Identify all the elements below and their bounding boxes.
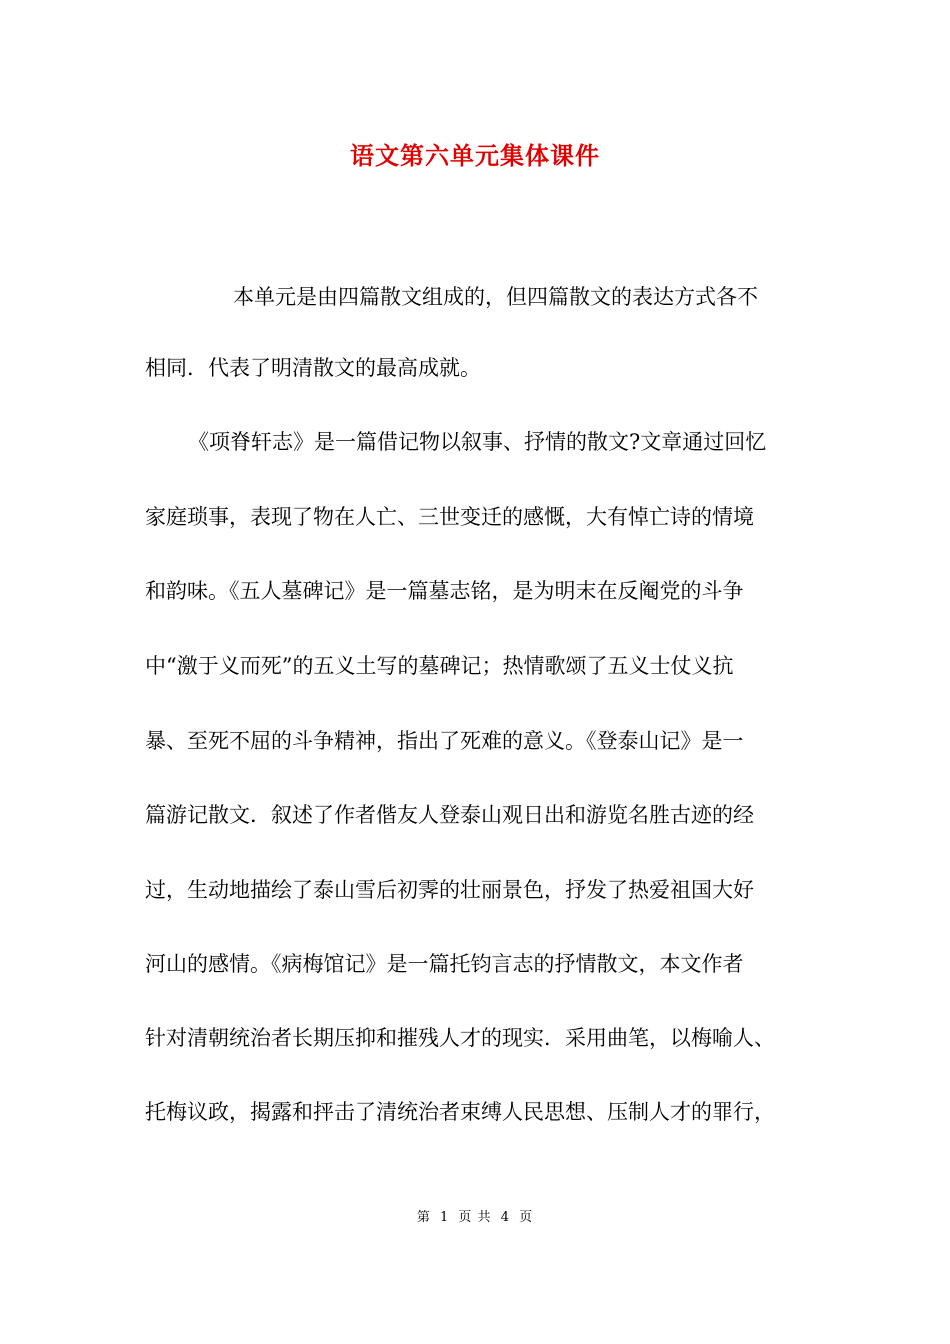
paragraph-line: 暴、至死不屈的斗争精神，指出了死难的意义。《登泰山记》是一: [145, 729, 744, 753]
paragraph-line: 过，生动地描绘了泰山雪后初霁的壮丽景色，抒发了热爱祖国大好: [145, 878, 754, 902]
footer-total-pages: 4: [500, 1210, 510, 1225]
document-title: 语文第六单元集体课件: [350, 141, 600, 170]
paragraph-line: 家庭琐事，表现了物在人亡、三世变迁的感慨，大有悼亡诗的情境: [145, 505, 754, 529]
paragraph-line: 和韵味。《五人墓碑记》是一篇墓志铭，是为明末在反阉党的斗争: [145, 579, 744, 603]
paragraph-line: 相同．代表了明清散文的最高成就。: [145, 356, 481, 380]
paragraph-line: 中“激于义而死”的五义土写的墓碑记；热情歌颂了五义士仗义抗: [145, 654, 734, 678]
paragraph-line: 《项脊轩志》是一篇借记物以叙事、抒情的散文?文章通过回忆: [188, 430, 767, 454]
page-footer: [0, 1209, 950, 1227]
paragraph-line: 篇游记散文．叙述了作者偕友人登泰山观日出和游览名胜古迹的经: [145, 803, 754, 827]
footer-suffix: 页: [519, 1210, 534, 1225]
paragraph-line: 针对清朝统治者长期压抑和摧残人才的现实．采用曲笔，以梅喻人、: [145, 1026, 775, 1050]
paragraph-line: 托梅议政，揭露和抨击了清统治者束缚人民思想、压制人才的罪行，: [145, 1100, 775, 1124]
footer-middle: 页 共: [458, 1210, 492, 1225]
footer-page-number: 1: [440, 1210, 450, 1225]
paragraph-line: 本单元是由四篇散文组成的，但四篇散文的表达方式各不: [233, 285, 758, 309]
footer-prefix: 第: [416, 1210, 431, 1225]
paragraph-line: 河山的感情。《病梅馆记》是一篇托钧言志的抒情散文，本文作者: [145, 952, 744, 976]
